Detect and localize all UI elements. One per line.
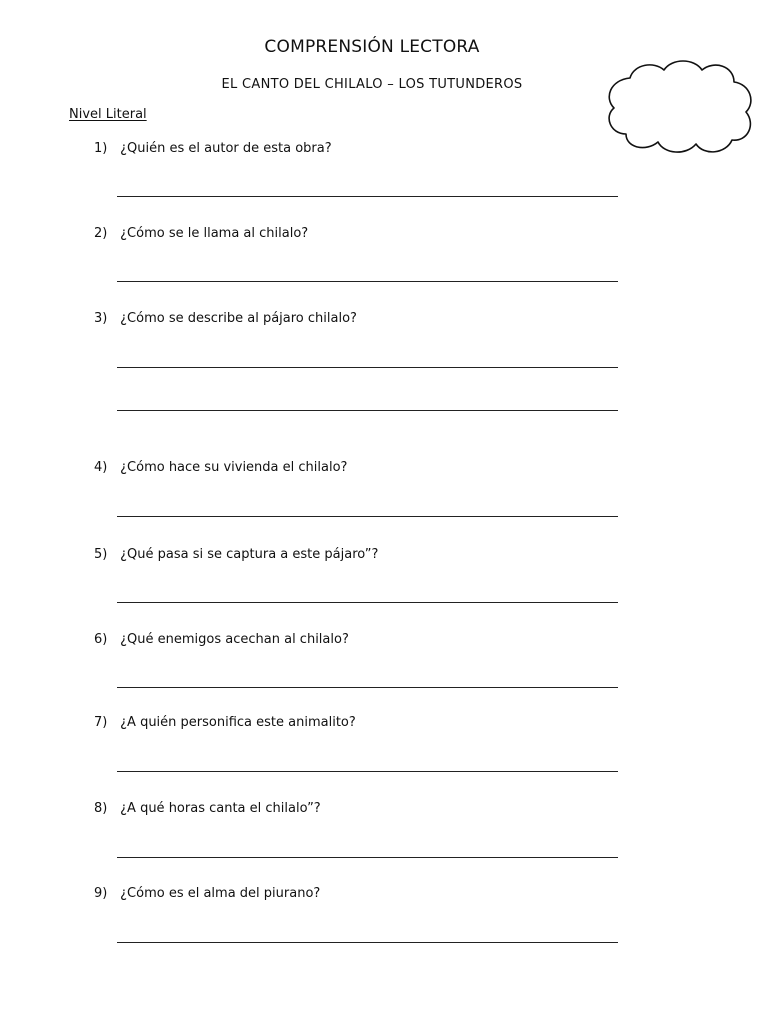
question-4 [94,460,347,475]
answer-line-5[interactable] [117,602,618,603]
answer-line-2[interactable] [117,281,618,282]
question-number: 5) [94,547,108,562]
question-2 [94,226,308,241]
question-text: ¿Cómo se le llama al chilalo? [120,226,309,241]
question-7 [94,715,356,730]
answer-line-8[interactable] [117,857,618,858]
section-heading: Nivel Literal [69,107,147,122]
question-9 [94,886,320,901]
question-8 [94,801,321,816]
question-text: ¿Cómo hace su vivienda el chilalo? [120,460,348,475]
question-number: 8) [94,801,108,816]
page-title: COMPRENSIÓN LECTORA [264,37,480,57]
question-number: 3) [94,311,108,326]
question-number: 2) [94,226,108,241]
answer-line-6[interactable] [117,687,618,688]
question-number: 9) [94,886,108,901]
question-5 [94,547,378,562]
answer-line-3b[interactable] [117,410,618,411]
question-text: ¿Cómo se describe al pájaro chilalo? [120,311,357,326]
question-text: ¿A quién personifica este animalito? [120,715,356,730]
question-text: ¿Cómo es el alma del piurano? [120,886,321,901]
answer-line-7[interactable] [117,771,618,772]
question-1 [94,141,332,156]
answer-line-3a[interactable] [117,367,618,368]
question-number: 4) [94,460,108,475]
answer-line-1[interactable] [117,196,618,197]
question-text: ¿Quién es el autor de esta obra? [120,141,332,156]
question-3 [94,311,357,326]
question-text: ¿A qué horas canta el chilalo”? [120,801,321,816]
question-text: ¿Qué pasa si se captura a este pájaro”? [120,547,379,562]
question-number: 7) [94,715,108,730]
answer-line-4[interactable] [117,516,618,517]
cloud-icon [600,56,758,156]
question-text: ¿Qué enemigos acechan al chilalo? [120,632,349,647]
question-6 [94,632,349,647]
answer-line-9[interactable] [117,942,618,943]
question-number: 1) [94,141,108,156]
page-subtitle: EL CANTO DEL CHILALO – LOS TUTUNDEROS [221,77,523,92]
question-number: 6) [94,632,108,647]
